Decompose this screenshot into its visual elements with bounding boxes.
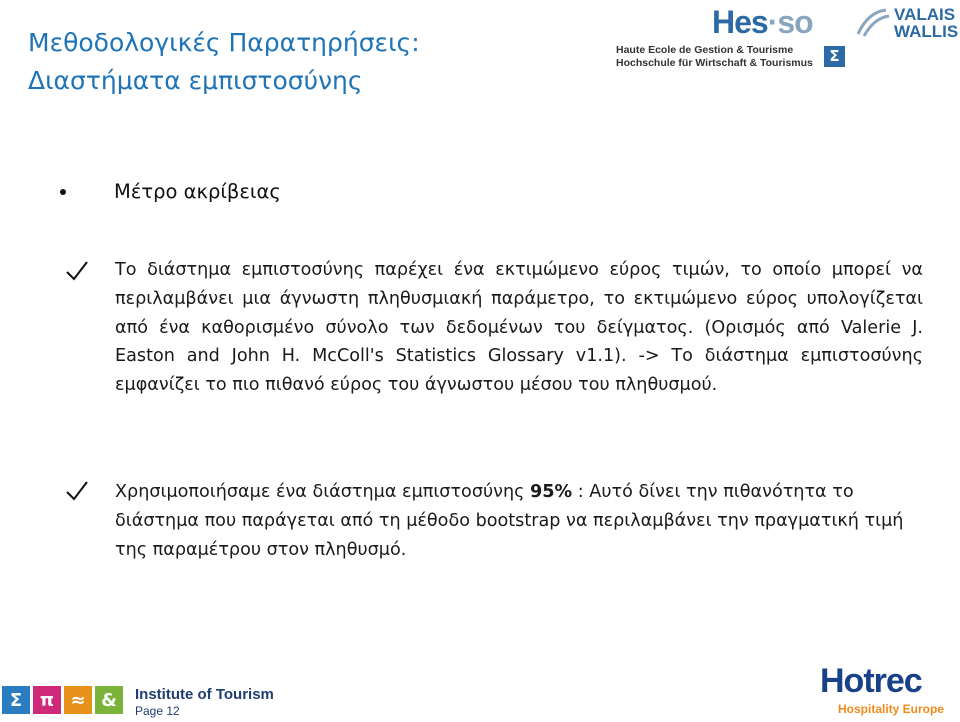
pi-icon: π	[33, 686, 61, 714]
bullet-text: Μέτρο ακρίβειας	[114, 180, 281, 203]
hotrec-wordmark: Hotrec	[820, 662, 922, 700]
slide-title-line2: Διαστήματα εμπιστοσύνης	[28, 66, 363, 95]
page-number: Page 12	[135, 704, 180, 718]
institute-name: Institute of Tourism	[135, 686, 274, 703]
slide-title-line1: Μεθοδολογικές Παρατηρήσεις:	[28, 28, 420, 57]
checkmark-icon	[64, 478, 90, 504]
bullet-item	[60, 180, 281, 203]
approx-icon: ≈	[64, 686, 92, 714]
hes-so-logo	[612, 4, 959, 70]
checkmark-icon	[64, 258, 90, 284]
sigma-icon: Σ	[2, 686, 30, 714]
school-name: Haute Ecole de Gestion & Tourisme Hochschule für Wirtschaft & Tourismus	[616, 44, 813, 69]
ampersand-icon: &	[95, 686, 123, 714]
hotrec-logo	[820, 662, 958, 720]
confidence-level: 95%	[530, 482, 573, 502]
hes-so-wordmark: Hes·so	[712, 4, 813, 40]
bullet-dot-icon	[60, 189, 66, 195]
hotrec-tagline: Hospitality Europe	[838, 702, 945, 716]
hes-so-swirl-icon	[856, 8, 890, 38]
confidence-paragraph: Χρησιμοποιήσαμε ένα διάστημα εμπιστοσύνης 95% : Αυτό δίνει την πιθανότητα το διάστημα που παράγεται από τη μέθοδο bootstrap να περιλαμβάνει την πραγματική τιμή της παραμέτρου στον πληθυσμό.	[115, 482, 904, 560]
sigma-icon: Σ	[824, 46, 845, 67]
valais-wallis-label: VALAIS WALLIS	[894, 5, 959, 41]
slide-title	[28, 24, 588, 100]
definition-paragraph: Το διάστημα εμπιστοσύνης παρέχει ένα εκτιμώμενο εύρος τιμών, το οποίο μπορεί να περιλαμβάνει μια άγνωστη πληθυσμιακή παράμετρο, το εκτιμώμενο εύρος υπολογίζεται από ένα καθορισμένο σύνολο των δεδομένων του δείγματος. (Ορισμός από Valerie J. Easton and John H. McColl's Statistics Glossary v1.1). -> Το διάστημα εμπιστοσύνης εμφανίζει το πιο πιθανό εύρος του άγνωστου μέσου του πληθυσμού.	[115, 260, 923, 396]
institute-icons	[2, 686, 123, 714]
